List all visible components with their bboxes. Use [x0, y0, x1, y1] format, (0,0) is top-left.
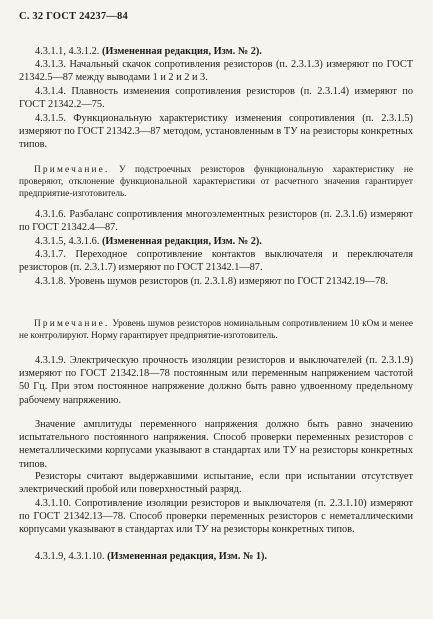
note-2: Примечание. Уровень шумов резисторов номинальным сопротивлением 10 кОм и менее не контролируют. Норму гарантирует предприятие-изготовитель.	[19, 319, 413, 341]
paragraph-4-3-1-3: 4.3.1.3. Начальный скачок сопротивления резисторов (п. 2.3.1.3) измеряют по ГОСТ 21342.5—87 между выводами 1 и 2 и 2 и 3.	[19, 59, 413, 84]
paragraph-4-3-1-1: 4.3.1.1, 4.3.1.2. (Измененная редакция, Изм. № 2).	[35, 46, 262, 57]
paragraph-4-3-1-5: 4.3.1.5. Функциональную характеристику изменения сопротивления (п. 2.3.1.5) измеряют по ГОСТ 21342.3—87 методом, установленным в ТУ на резисторы конкретных типов.	[19, 113, 413, 151]
paragraph-4-3-1-6: 4.3.1.6. Разбаланс сопротивления многоэлементных резисторов (п. 2.3.1.6) измеряют по ГОСТ 21342.4—87.	[19, 209, 413, 234]
paragraph-4-3-1-7: 4.3.1.7. Переходное сопротивление контактов выключателя и переключателя резисторов (п. 2.3.1.7) измеряют по ГОСТ 21342.1—87.	[19, 249, 413, 274]
paragraph-4-3-1-8: 4.3.1.8. Уровень шумов резисторов (п. 2.3.1.8) измеряют по ГОСТ 21342.19—78.	[35, 276, 389, 287]
paragraph-voltage-amplitude: Значение амплитуды переменного напряжения должно быть равно значению испытательного постоянного напряжения. Способ проверки переменных резисторов с неметаллическими корпусами указывают в стандартах или ТУ на резисторы конкретных типов.	[19, 419, 413, 470]
paragraph-4-3-1-4: 4.3.1.4. Плавность изменения сопротивления резисторов (п. 2.3.1.4) измеряют по ГОСТ 21342.2—75.	[19, 86, 413, 111]
paragraph-4-3-1-9: 4.3.1.9. Электрическую прочность изоляции резисторов и выключателей (п. 2.3.1.9) измеряют по ГОСТ 21342.18—78 постоянным или переменным напряжением частотой 50 Гц. При этом постоянное напряжение должно быть равно удвоенному предельному рабочему напряжению.	[19, 355, 413, 406]
page-header: С. 32 ГОСТ 24237—84	[19, 11, 128, 22]
paragraph-test-result: Резисторы считают выдержавшими испытание, если при испытании отсутствует электрический пробой или поверхностный разряд.	[19, 471, 413, 496]
paragraph-4-3-1-5-amend: 4.3.1.5, 4.3.1.6. (Измененная редакция, Изм. № 2).	[35, 236, 262, 247]
paragraph-4-3-1-10: 4.3.1.10. Сопротивление изоляции резисторов и выключателя (п. 2.3.1.10) измеряют по ГОСТ 21342.13—78. Способ проверки переменных резисторов с неметаллическими корпусами указывают в стандартах или ТУ на резисторы конкретных типов.	[19, 498, 413, 536]
note-1: Примечание. У подстроечных резисторов функциональную характеристику не проверяют, отклонение функциональной характеристики от расчетного значения гарантирует предприятие-изготовитель.	[19, 165, 413, 199]
paragraph-4-3-1-9-amend: 4.3.1.9, 4.3.1.10. (Измененная редакция, Изм. № 1).	[35, 551, 268, 562]
